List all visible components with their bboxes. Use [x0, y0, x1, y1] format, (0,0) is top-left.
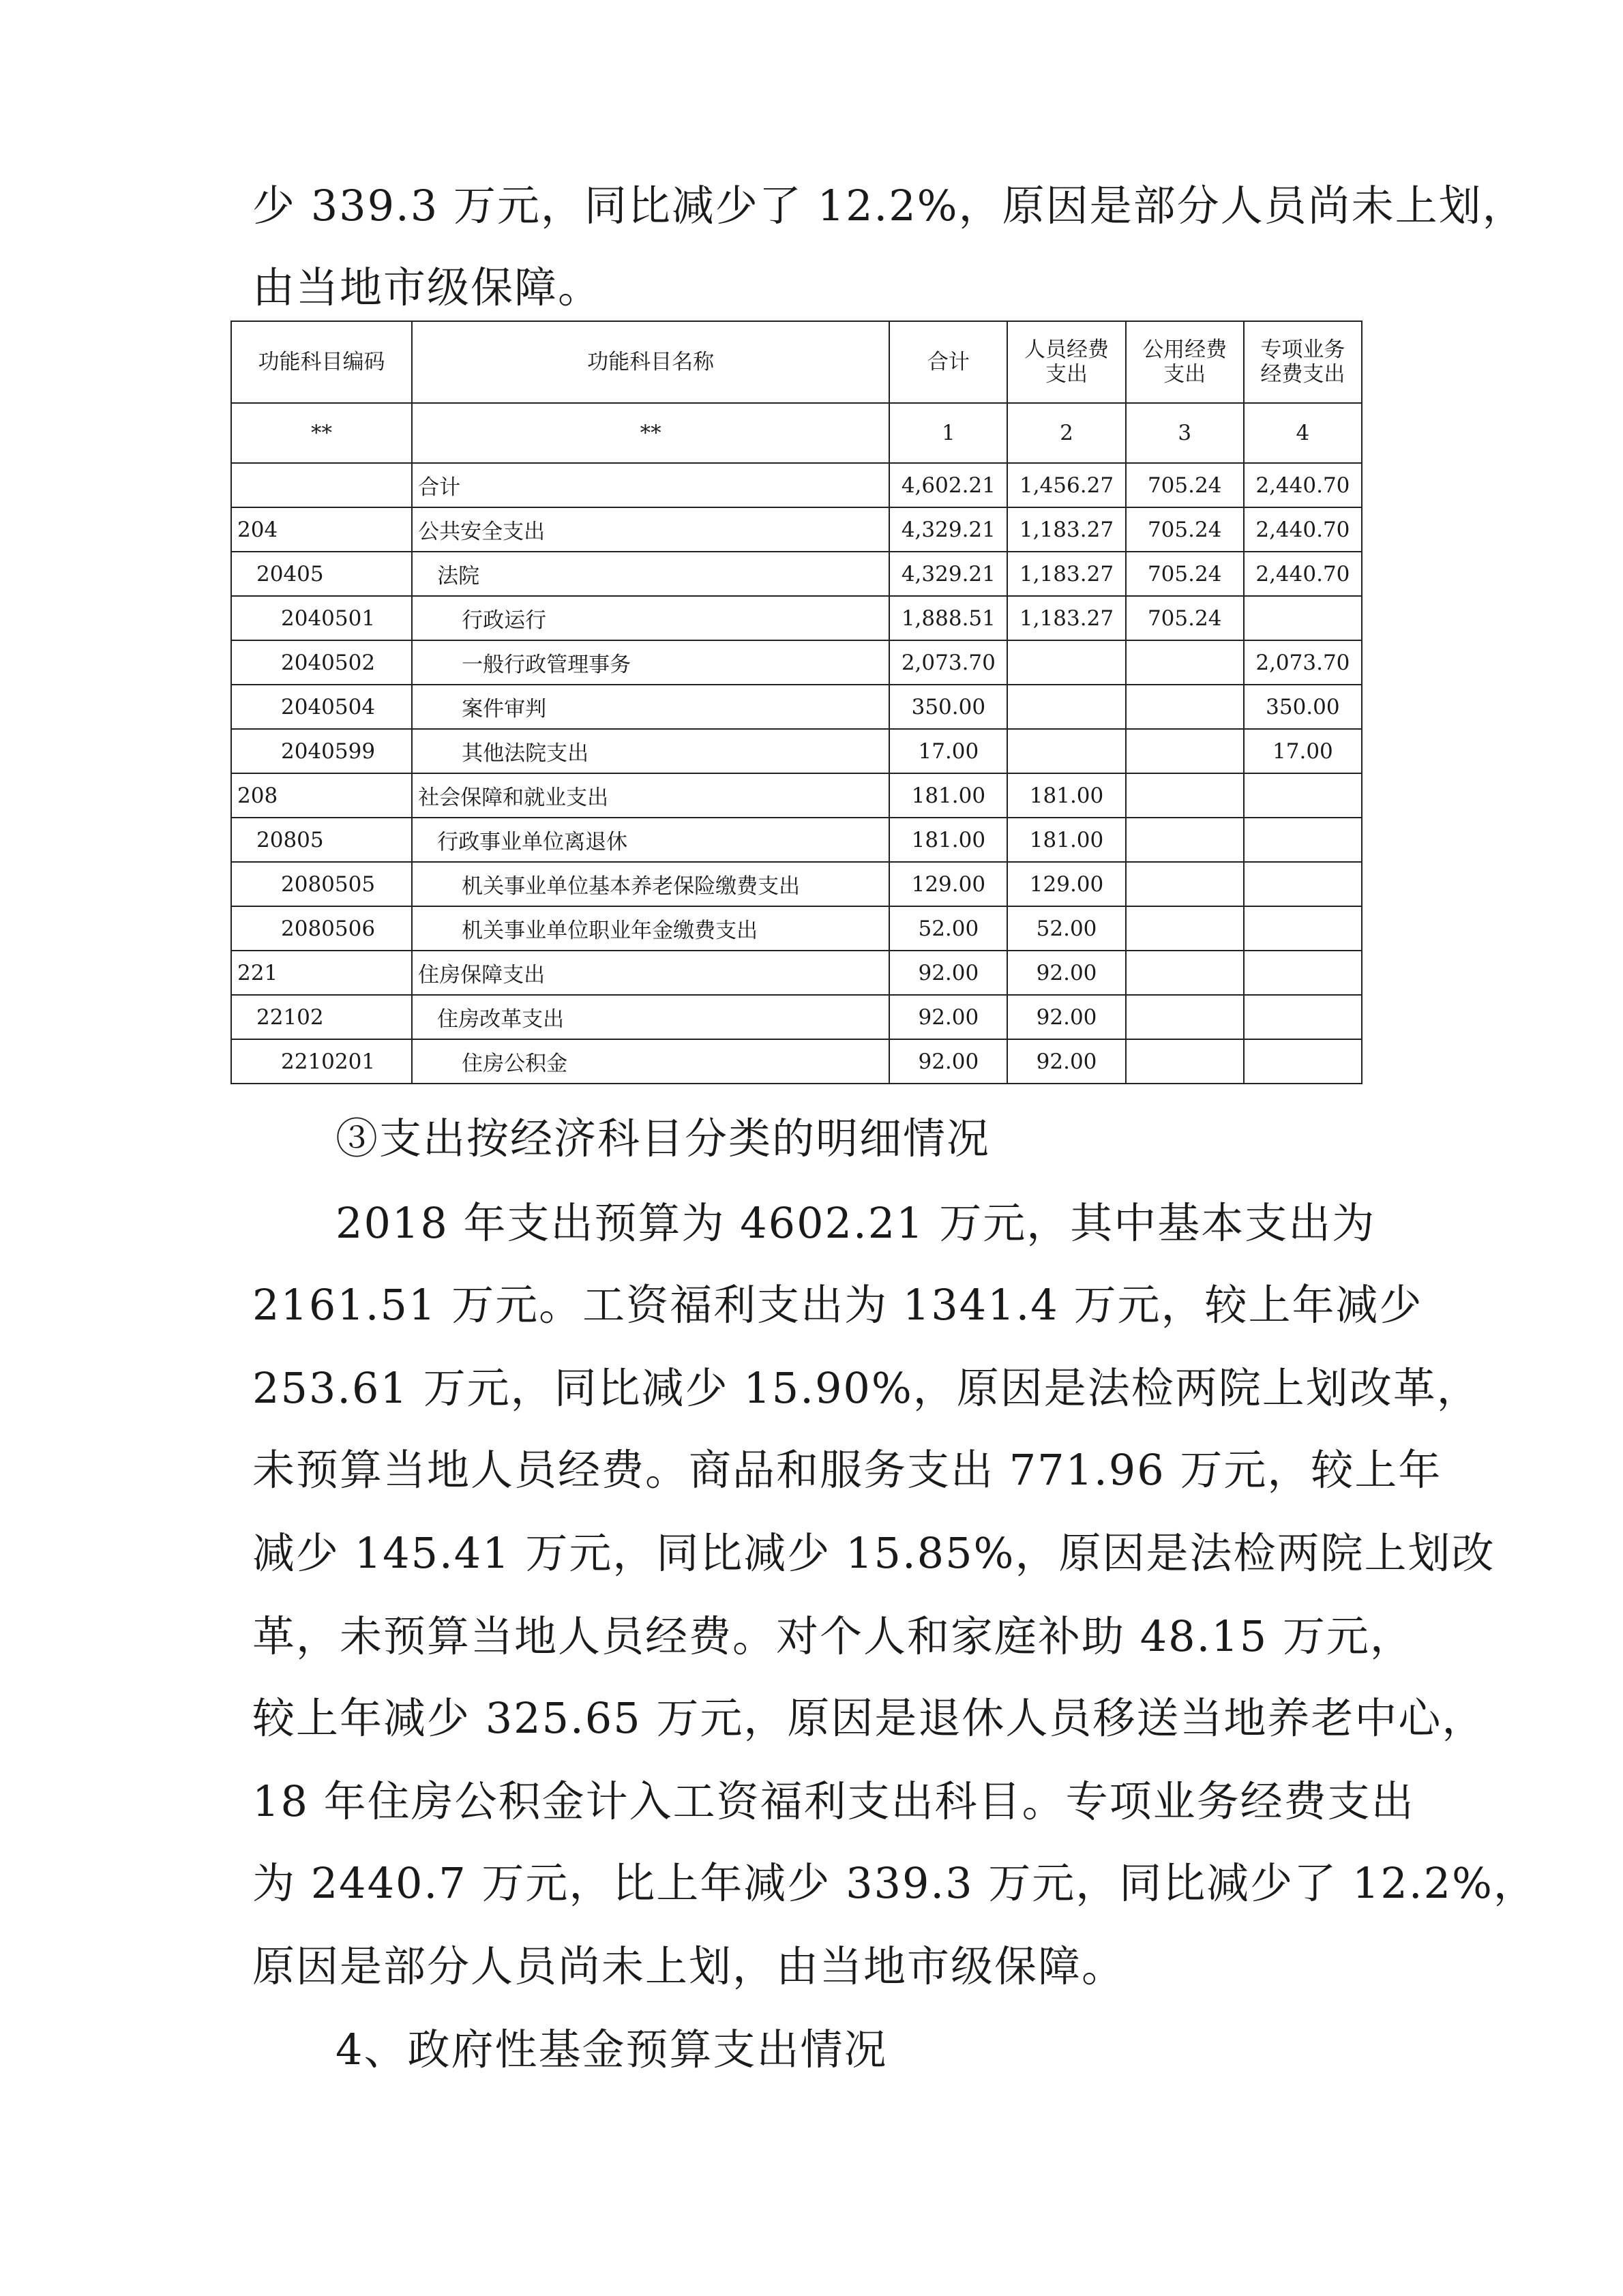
- row-personnel-cell: 129.00: [1007, 862, 1125, 906]
- row-total-cell: 181.00: [889, 818, 1007, 862]
- row-name-cell: 社会保障和就业支出: [412, 773, 889, 818]
- row-special-cell: [1244, 818, 1362, 862]
- row-total-cell: 52.00: [889, 906, 1007, 951]
- table-row: [231, 995, 1362, 1039]
- row-personnel-cell: 92.00: [1007, 951, 1125, 995]
- table-row: [231, 862, 1362, 906]
- row-special-cell: 2,440.70: [1244, 552, 1362, 596]
- row-public-cell: 705.24: [1126, 552, 1244, 596]
- row-public-cell: [1126, 1039, 1244, 1084]
- paragraph-line: 减少 145.41 万元，同比减少 15.85%，原因是法检两院上划改: [252, 1528, 1495, 1578]
- row-code-cell: 2040502: [231, 640, 412, 685]
- row-special-cell: [1244, 906, 1362, 951]
- row-name-cell: 一般行政管理事务: [412, 640, 889, 685]
- header-special-expense: 专项业务 经费支出: [1244, 321, 1362, 403]
- row-name-cell: 案件审判: [412, 685, 889, 729]
- paragraph-line: 少 339.3 万元，同比减少了 12.2%，原因是部分人员尚未上划，: [252, 181, 1526, 230]
- row-special-cell: [1244, 773, 1362, 818]
- row-personnel-cell: 1,183.27: [1007, 596, 1125, 640]
- row-personnel-cell: 181.00: [1007, 818, 1125, 862]
- header-function-name: 功能科目名称: [412, 321, 889, 403]
- header-total: 合计: [889, 321, 1007, 403]
- paragraph-line: 2161.51 万元。工资福利支出为 1341.4 万元，较上年减少: [252, 1280, 1423, 1330]
- row-personnel-cell: 181.00: [1007, 773, 1125, 818]
- table-row: [231, 729, 1362, 773]
- row-public-cell: [1126, 729, 1244, 773]
- row-code-cell: 2040504: [231, 685, 412, 729]
- section-4-heading: 4、政府性基金预算支出情况: [336, 2025, 888, 2074]
- row-personnel-cell: 1,456.27: [1007, 463, 1125, 507]
- row-special-cell: [1244, 862, 1362, 906]
- row-code-cell: 208: [231, 773, 412, 818]
- row-name-cell: 行政运行: [412, 596, 889, 640]
- table-index-row: [231, 403, 1362, 463]
- row-personnel-cell: [1007, 640, 1125, 685]
- paragraph-line: 未预算当地人员经费。商品和服务支出 771.96 万元，较上年: [252, 1445, 1442, 1495]
- row-code-cell: 221: [231, 951, 412, 995]
- row-special-cell: 2,073.70: [1244, 640, 1362, 685]
- table-row: [231, 685, 1362, 729]
- row-name-cell: 住房保障支出: [412, 951, 889, 995]
- row-name-cell: 法院: [412, 552, 889, 596]
- row-total-cell: 92.00: [889, 1039, 1007, 1084]
- row-code-cell: [231, 463, 412, 507]
- paragraph-line: 253.61 万元，同比减少 15.90%，原因是法检两院上划改革，: [252, 1363, 1480, 1413]
- row-name-cell: 住房公积金: [412, 1039, 889, 1084]
- row-name-cell: 行政事业单位离退休: [412, 818, 889, 862]
- table-row: [231, 951, 1362, 995]
- index-cell: 2: [1007, 403, 1125, 463]
- row-code-cell: 2040501: [231, 596, 412, 640]
- row-name-cell: 机关事业单位基本养老保险缴费支出: [412, 862, 889, 906]
- row-public-cell: [1126, 906, 1244, 951]
- row-total-cell: 129.00: [889, 862, 1007, 906]
- row-public-cell: [1126, 862, 1244, 906]
- row-total-cell: 4,329.21: [889, 507, 1007, 552]
- row-name-cell: 其他法院支出: [412, 729, 889, 773]
- header-public-expense: 公用经费 支出: [1126, 321, 1244, 403]
- paragraph-line: 较上年减少 325.65 万元，原因是退休人员移送当地养老中心，: [252, 1693, 1486, 1743]
- row-personnel-cell: [1007, 685, 1125, 729]
- budget-expenditure-table: [230, 320, 1363, 1084]
- section-heading: ③支出按经济科目分类的明细情况: [336, 1114, 991, 1163]
- table-row: [231, 640, 1362, 685]
- row-total-cell: 17.00: [889, 729, 1007, 773]
- row-public-cell: [1126, 773, 1244, 818]
- row-personnel-cell: 1,183.27: [1007, 552, 1125, 596]
- index-cell: 1: [889, 403, 1007, 463]
- row-special-cell: [1244, 596, 1362, 640]
- row-public-cell: [1126, 818, 1244, 862]
- header-personnel-expense: 人员经费 支出: [1007, 321, 1125, 403]
- paragraph-line: 原因是部分人员尚未上划，由当地市级保障。: [252, 1941, 1126, 1991]
- row-personnel-cell: [1007, 729, 1125, 773]
- row-code-cell: 2080505: [231, 862, 412, 906]
- row-special-cell: [1244, 1039, 1362, 1084]
- row-public-cell: 705.24: [1126, 507, 1244, 552]
- index-cell: 3: [1126, 403, 1244, 463]
- row-code-cell: 20405: [231, 552, 412, 596]
- row-code-cell: 2040599: [231, 729, 412, 773]
- row-public-cell: [1126, 951, 1244, 995]
- row-special-cell: [1244, 951, 1362, 995]
- row-special-cell: 350.00: [1244, 685, 1362, 729]
- paragraph-line: 由当地市级保障。: [252, 263, 602, 312]
- index-cell: **: [412, 403, 889, 463]
- row-total-cell: 1,888.51: [889, 596, 1007, 640]
- paragraph-line: 18 年住房公积金计入工资福利支出科目。专项业务经费支出: [252, 1776, 1415, 1826]
- index-cell: **: [231, 403, 412, 463]
- row-code-cell: 2080506: [231, 906, 412, 951]
- row-public-cell: [1126, 995, 1244, 1039]
- row-total-cell: 350.00: [889, 685, 1007, 729]
- row-code-cell: 2210201: [231, 1039, 412, 1084]
- paragraph-line: 2018 年支出预算为 4602.21 万元，其中基本支出为: [336, 1198, 1376, 1248]
- header-function-code: 功能科目编码: [231, 321, 412, 403]
- row-special-cell: 2,440.70: [1244, 507, 1362, 552]
- row-public-cell: 705.24: [1126, 463, 1244, 507]
- row-total-cell: 181.00: [889, 773, 1007, 818]
- row-code-cell: 22102: [231, 995, 412, 1039]
- table-row: [231, 507, 1362, 552]
- row-public-cell: [1126, 640, 1244, 685]
- row-special-cell: 17.00: [1244, 729, 1362, 773]
- row-code-cell: 204: [231, 507, 412, 552]
- paragraph-line: 革，未预算当地人员经费。对个人和家庭补助 48.15 万元，: [252, 1611, 1414, 1661]
- row-total-cell: 92.00: [889, 995, 1007, 1039]
- row-name-cell: 机关事业单位职业年金缴费支出: [412, 906, 889, 951]
- table-row: [231, 596, 1362, 640]
- table-row: [231, 552, 1362, 596]
- row-name-cell: 公共安全支出: [412, 507, 889, 552]
- paragraph-line: 为 2440.7 万元，比上年减少 339.3 万元，同比减少了 12.2%，: [252, 1858, 1537, 1908]
- row-personnel-cell: 92.00: [1007, 995, 1125, 1039]
- row-total-cell: 4,602.21: [889, 463, 1007, 507]
- table-header-row: [231, 321, 1362, 403]
- table-row: [231, 463, 1362, 507]
- table-row: [231, 818, 1362, 862]
- row-special-cell: [1244, 995, 1362, 1039]
- row-special-cell: 2,440.70: [1244, 463, 1362, 507]
- row-personnel-cell: 52.00: [1007, 906, 1125, 951]
- row-personnel-cell: 1,183.27: [1007, 507, 1125, 552]
- table-row: [231, 773, 1362, 818]
- table-body: [231, 463, 1362, 1084]
- table-row: [231, 906, 1362, 951]
- row-code-cell: 20805: [231, 818, 412, 862]
- row-name-cell: 合计: [412, 463, 889, 507]
- table-row: [231, 1039, 1362, 1084]
- index-cell: 4: [1244, 403, 1362, 463]
- row-public-cell: 705.24: [1126, 596, 1244, 640]
- row-personnel-cell: 92.00: [1007, 1039, 1125, 1084]
- row-total-cell: 2,073.70: [889, 640, 1007, 685]
- row-public-cell: [1126, 685, 1244, 729]
- row-total-cell: 92.00: [889, 951, 1007, 995]
- row-name-cell: 住房改革支出: [412, 995, 889, 1039]
- row-total-cell: 4,329.21: [889, 552, 1007, 596]
